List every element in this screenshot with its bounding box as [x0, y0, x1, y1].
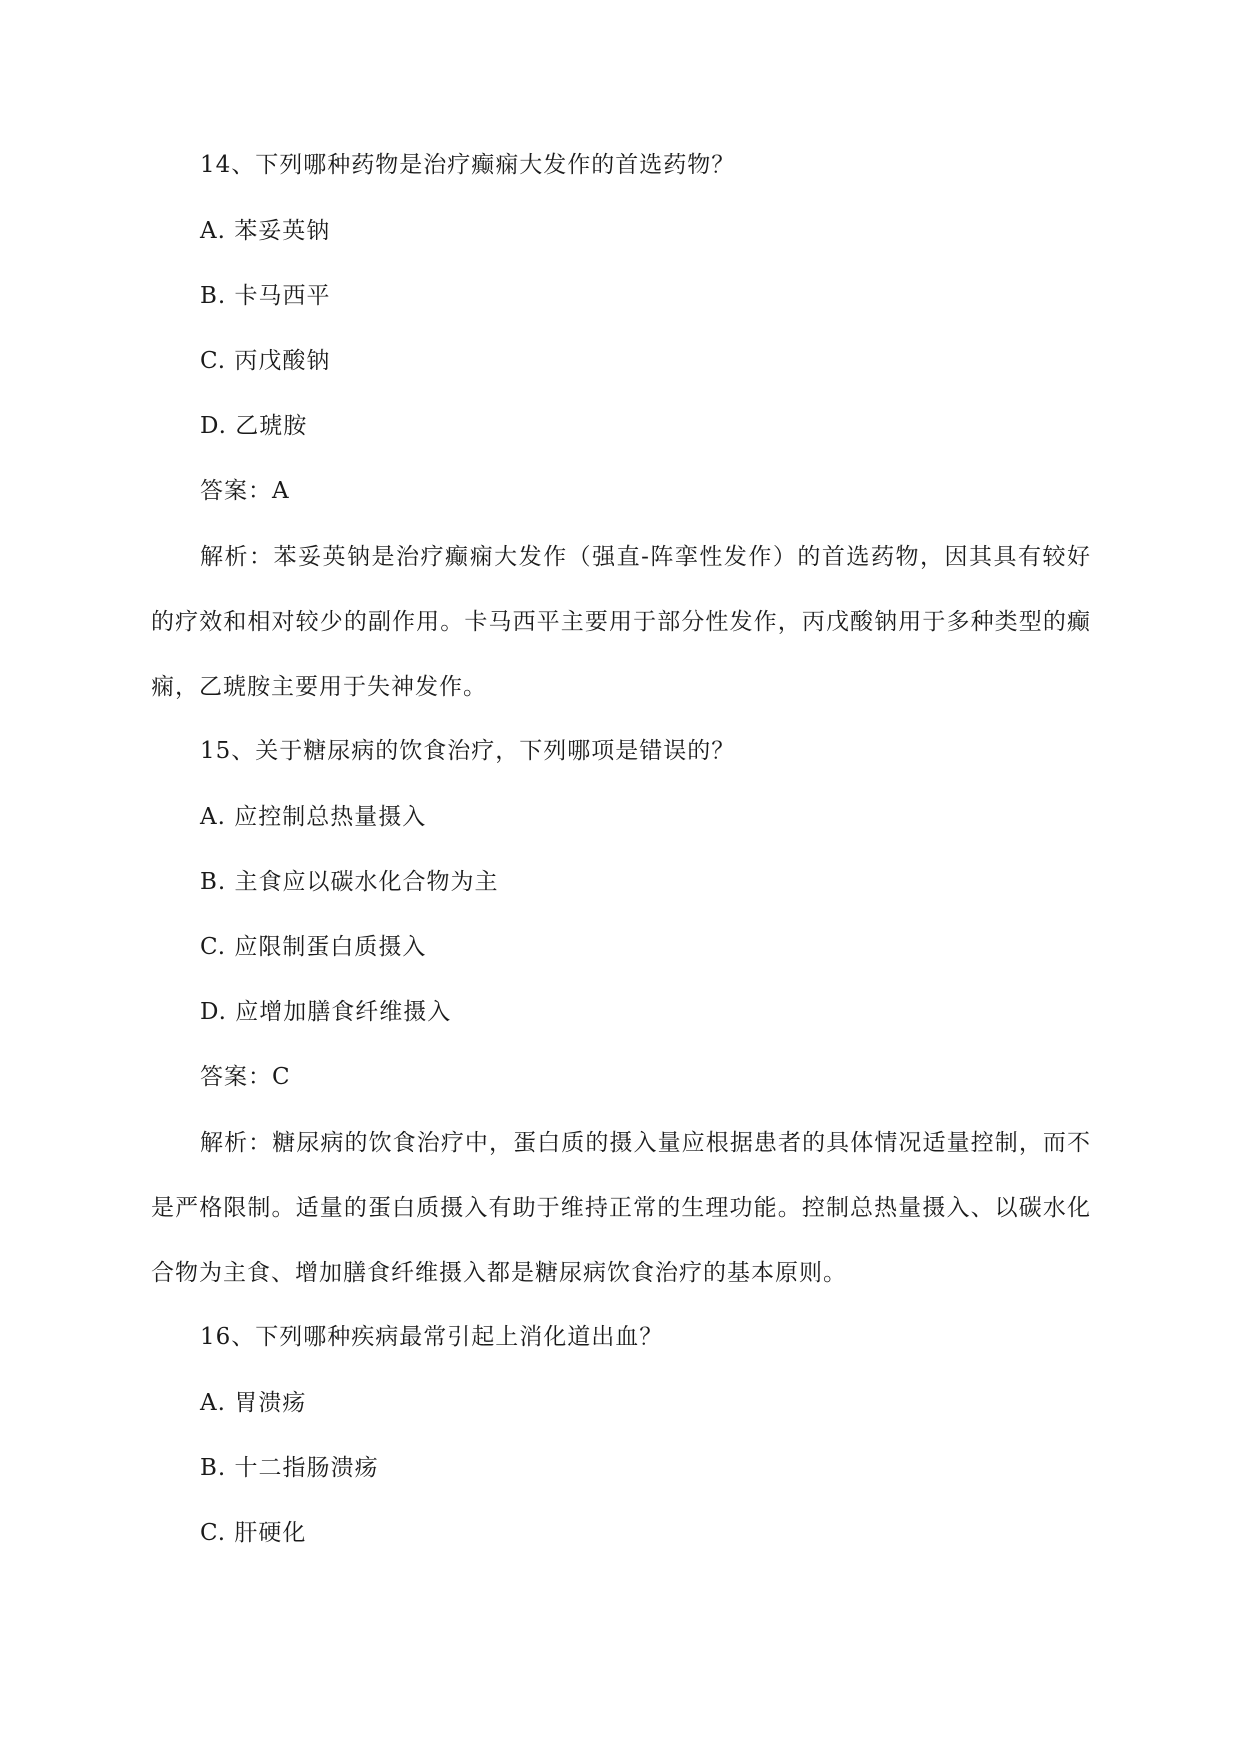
option-16-b: B. 十二指肠溃疡: [200, 1455, 379, 1481]
option-15-b: B. 主食应以碳水化合物为主: [200, 869, 499, 895]
option-15-a: A. 应控制总热量摄入: [200, 804, 427, 830]
explanation-15: 解析：糖尿病的饮食治疗中，蛋白质的摄入量应根据患者的具体情况适量控制，而不是严格限制。适量的蛋白质摄入有助于维持正常的生理功能。控制总热量摄入、以碳水化合物为主食、增加膳食纤维摄入都是糖尿病饮食治疗的基本原则。: [151, 1130, 1091, 1286]
option-15-c: C. 应限制蛋白质摄入: [200, 934, 427, 960]
option-14-b: B. 卡马西平: [200, 283, 331, 309]
question-14: 14、下列哪种药物是治疗癫痫大发作的首选药物？: [200, 152, 736, 178]
option-14-d: D. 乙琥胺: [200, 413, 308, 439]
explanation-14: 解析：苯妥英钠是治疗癫痫大发作（强直-阵挛性发作）的首选药物，因其具有较好的疗效和相对较少的副作用。卡马西平主要用于部分性发作，丙戊酸钠用于多种类型的癫痫，乙琥胺主要用于失神发作。: [151, 544, 1091, 700]
option-16-a: A. 胃溃疡: [200, 1390, 307, 1416]
question-15: 15、关于糖尿病的饮食治疗，下列哪项是错误的？: [200, 738, 736, 764]
option-16-c: C. 肝硬化: [200, 1520, 307, 1546]
answer-15: 答案：C: [200, 1064, 291, 1090]
option-15-d: D. 应增加膳食纤维摄入: [200, 999, 452, 1025]
option-14-a: A. 苯妥英钠: [200, 218, 331, 244]
answer-14: 答案：A: [200, 478, 290, 504]
option-14-c: C. 丙戊酸钠: [200, 348, 331, 374]
question-16: 16、下列哪种疾病最常引起上消化道出血？: [200, 1324, 664, 1350]
